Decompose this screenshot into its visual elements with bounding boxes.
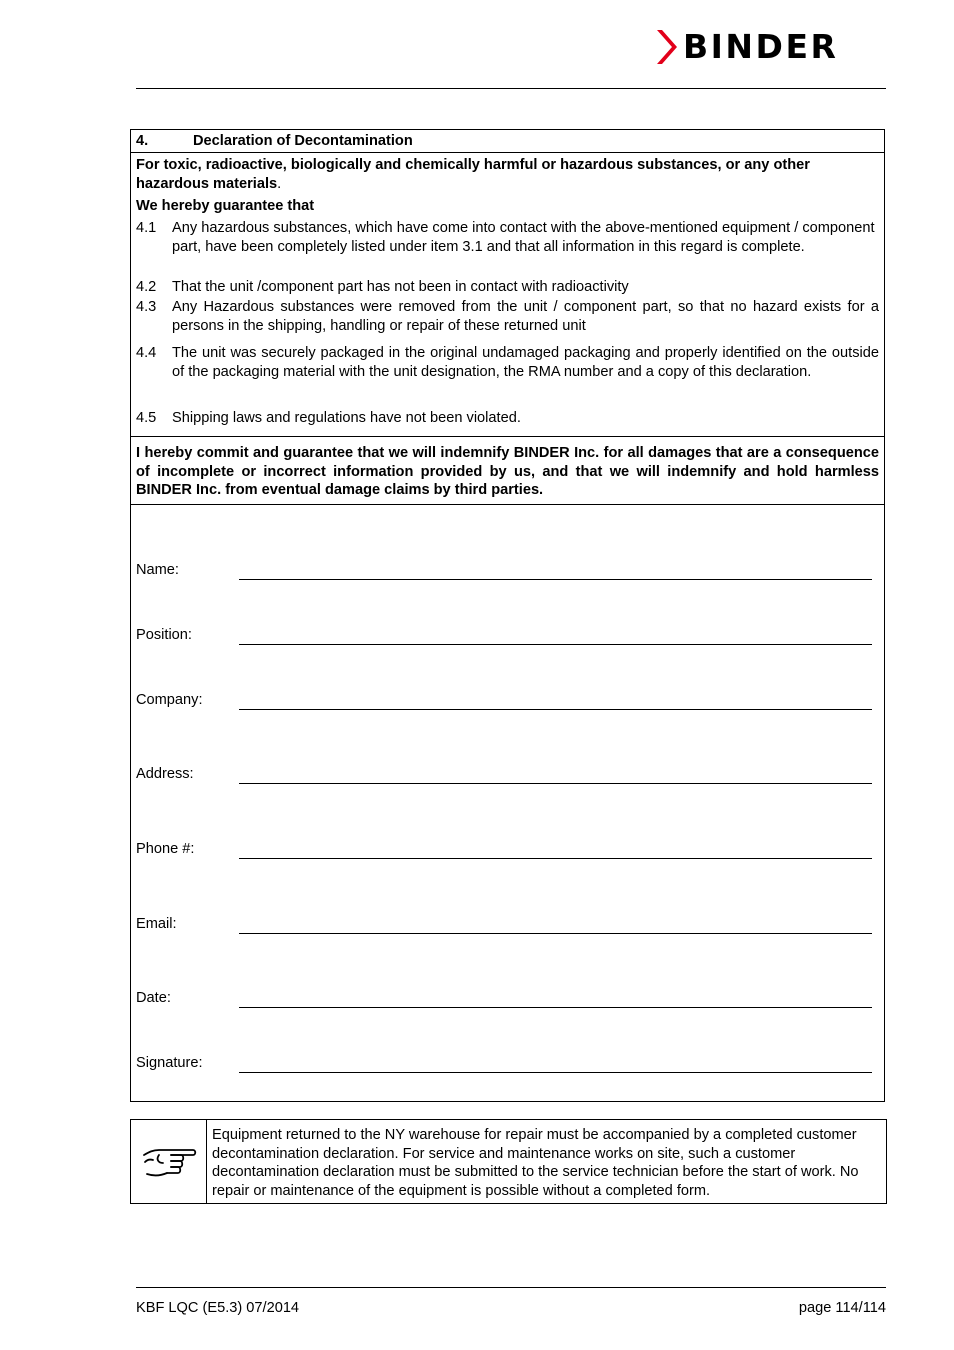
phone-field[interactable] xyxy=(131,841,884,861)
field-label: Address: xyxy=(136,766,194,782)
binder-logo xyxy=(655,27,887,66)
note-text: Equipment returned to the NY warehouse for repair must be accompanied by a completed customer decontamination declaration. For service and maintenance works on site, such a customer decontamination declaration must be submitted to the service technician before the start of work. No repair or maintenance of the equipment is possible without a completed form. xyxy=(212,1127,859,1199)
section-title-row xyxy=(131,130,884,153)
field-line[interactable] xyxy=(239,579,872,580)
pointing-hand-icon xyxy=(141,1145,199,1181)
intro-end: . xyxy=(277,175,282,192)
intro-bold: For toxic, radioactive, biologically and chemically harmful or hazardous substances, or any other hazardous materials xyxy=(136,157,810,192)
date-field[interactable] xyxy=(131,990,884,1010)
field-line[interactable] xyxy=(239,644,872,645)
item-text: Any Hazardous substances were removed from the unit / component part, so that no hazard exists for a persons in the shipping, handling or repair of these returned unit xyxy=(172,299,879,334)
field-line[interactable] xyxy=(239,858,872,859)
field-label: Email: xyxy=(136,916,177,932)
commitment-text: I hereby commit and guarantee that we will indemnify BINDER Inc. for all damages that are a consequence of incomplete or incorrect information provided by us, and that we will indemnify and hold harmless BINDER Inc. from eventual damage claims by third parties. xyxy=(136,445,879,498)
field-label: Phone #: xyxy=(136,841,195,857)
company-field[interactable] xyxy=(131,692,884,712)
field-line[interactable] xyxy=(239,783,872,784)
section-number: 4. xyxy=(136,133,149,149)
field-label: Date: xyxy=(136,990,171,1006)
email-field[interactable] xyxy=(131,916,884,936)
guarantee-item xyxy=(136,278,879,297)
field-line[interactable] xyxy=(239,1072,872,1073)
signature-field[interactable] xyxy=(131,1055,884,1075)
logo-text: BINDER xyxy=(683,27,839,66)
guarantee-block xyxy=(131,153,884,437)
note-icon-cell xyxy=(131,1120,207,1203)
name-field[interactable] xyxy=(131,562,884,582)
item-number: 4.5 xyxy=(136,410,157,426)
item-text: Any hazardous substances, which have come into contact with the above-mentioned equipment / component part, have been completely listed under item 3.1 and that all information in this regard is complete. xyxy=(172,220,875,255)
document-code: KBF LQC (E5.3) 07/2014 xyxy=(136,1300,300,1316)
commitment-block xyxy=(131,437,884,505)
header-divider xyxy=(136,88,886,89)
address-field[interactable] xyxy=(131,766,884,786)
position-field[interactable] xyxy=(131,627,884,647)
contact-fields xyxy=(131,505,884,1101)
guarantee-item xyxy=(136,344,879,381)
field-line[interactable] xyxy=(239,1007,872,1008)
item-number: 4.2 xyxy=(136,279,157,295)
field-line[interactable] xyxy=(239,709,872,710)
item-text: The unit was securely packaged in the original undamaged packaging and properly identified on the outside of the packaging material with the unit designation, the RMA number and a copy of this declaration. xyxy=(172,345,879,380)
item-number: 4.3 xyxy=(136,299,157,315)
field-line[interactable] xyxy=(239,933,872,934)
item-number: 4.4 xyxy=(136,345,157,361)
field-label: Company: xyxy=(136,692,203,708)
item-text: That the unit /component part has not been in contact with radioactivity xyxy=(172,279,629,295)
footer-divider xyxy=(136,1287,886,1288)
note-box xyxy=(130,1119,887,1204)
section-title: Declaration of Decontamination xyxy=(193,133,413,149)
guarantee-heading: We hereby guarantee that xyxy=(136,198,315,214)
guarantee-item xyxy=(136,298,879,335)
binder-arrow-logo-icon xyxy=(655,30,679,64)
item-text: Shipping laws and regulations have not been violated. xyxy=(172,410,521,426)
declaration-table xyxy=(130,129,885,1102)
field-label: Signature: xyxy=(136,1055,203,1071)
field-label: Name: xyxy=(136,562,179,578)
guarantee-item xyxy=(136,219,879,256)
guarantee-item xyxy=(136,409,879,428)
item-number: 4.1 xyxy=(136,220,157,236)
field-label: Position: xyxy=(136,627,192,643)
page-number: page 114/114 xyxy=(798,1300,886,1316)
intro-paragraph xyxy=(136,156,879,193)
